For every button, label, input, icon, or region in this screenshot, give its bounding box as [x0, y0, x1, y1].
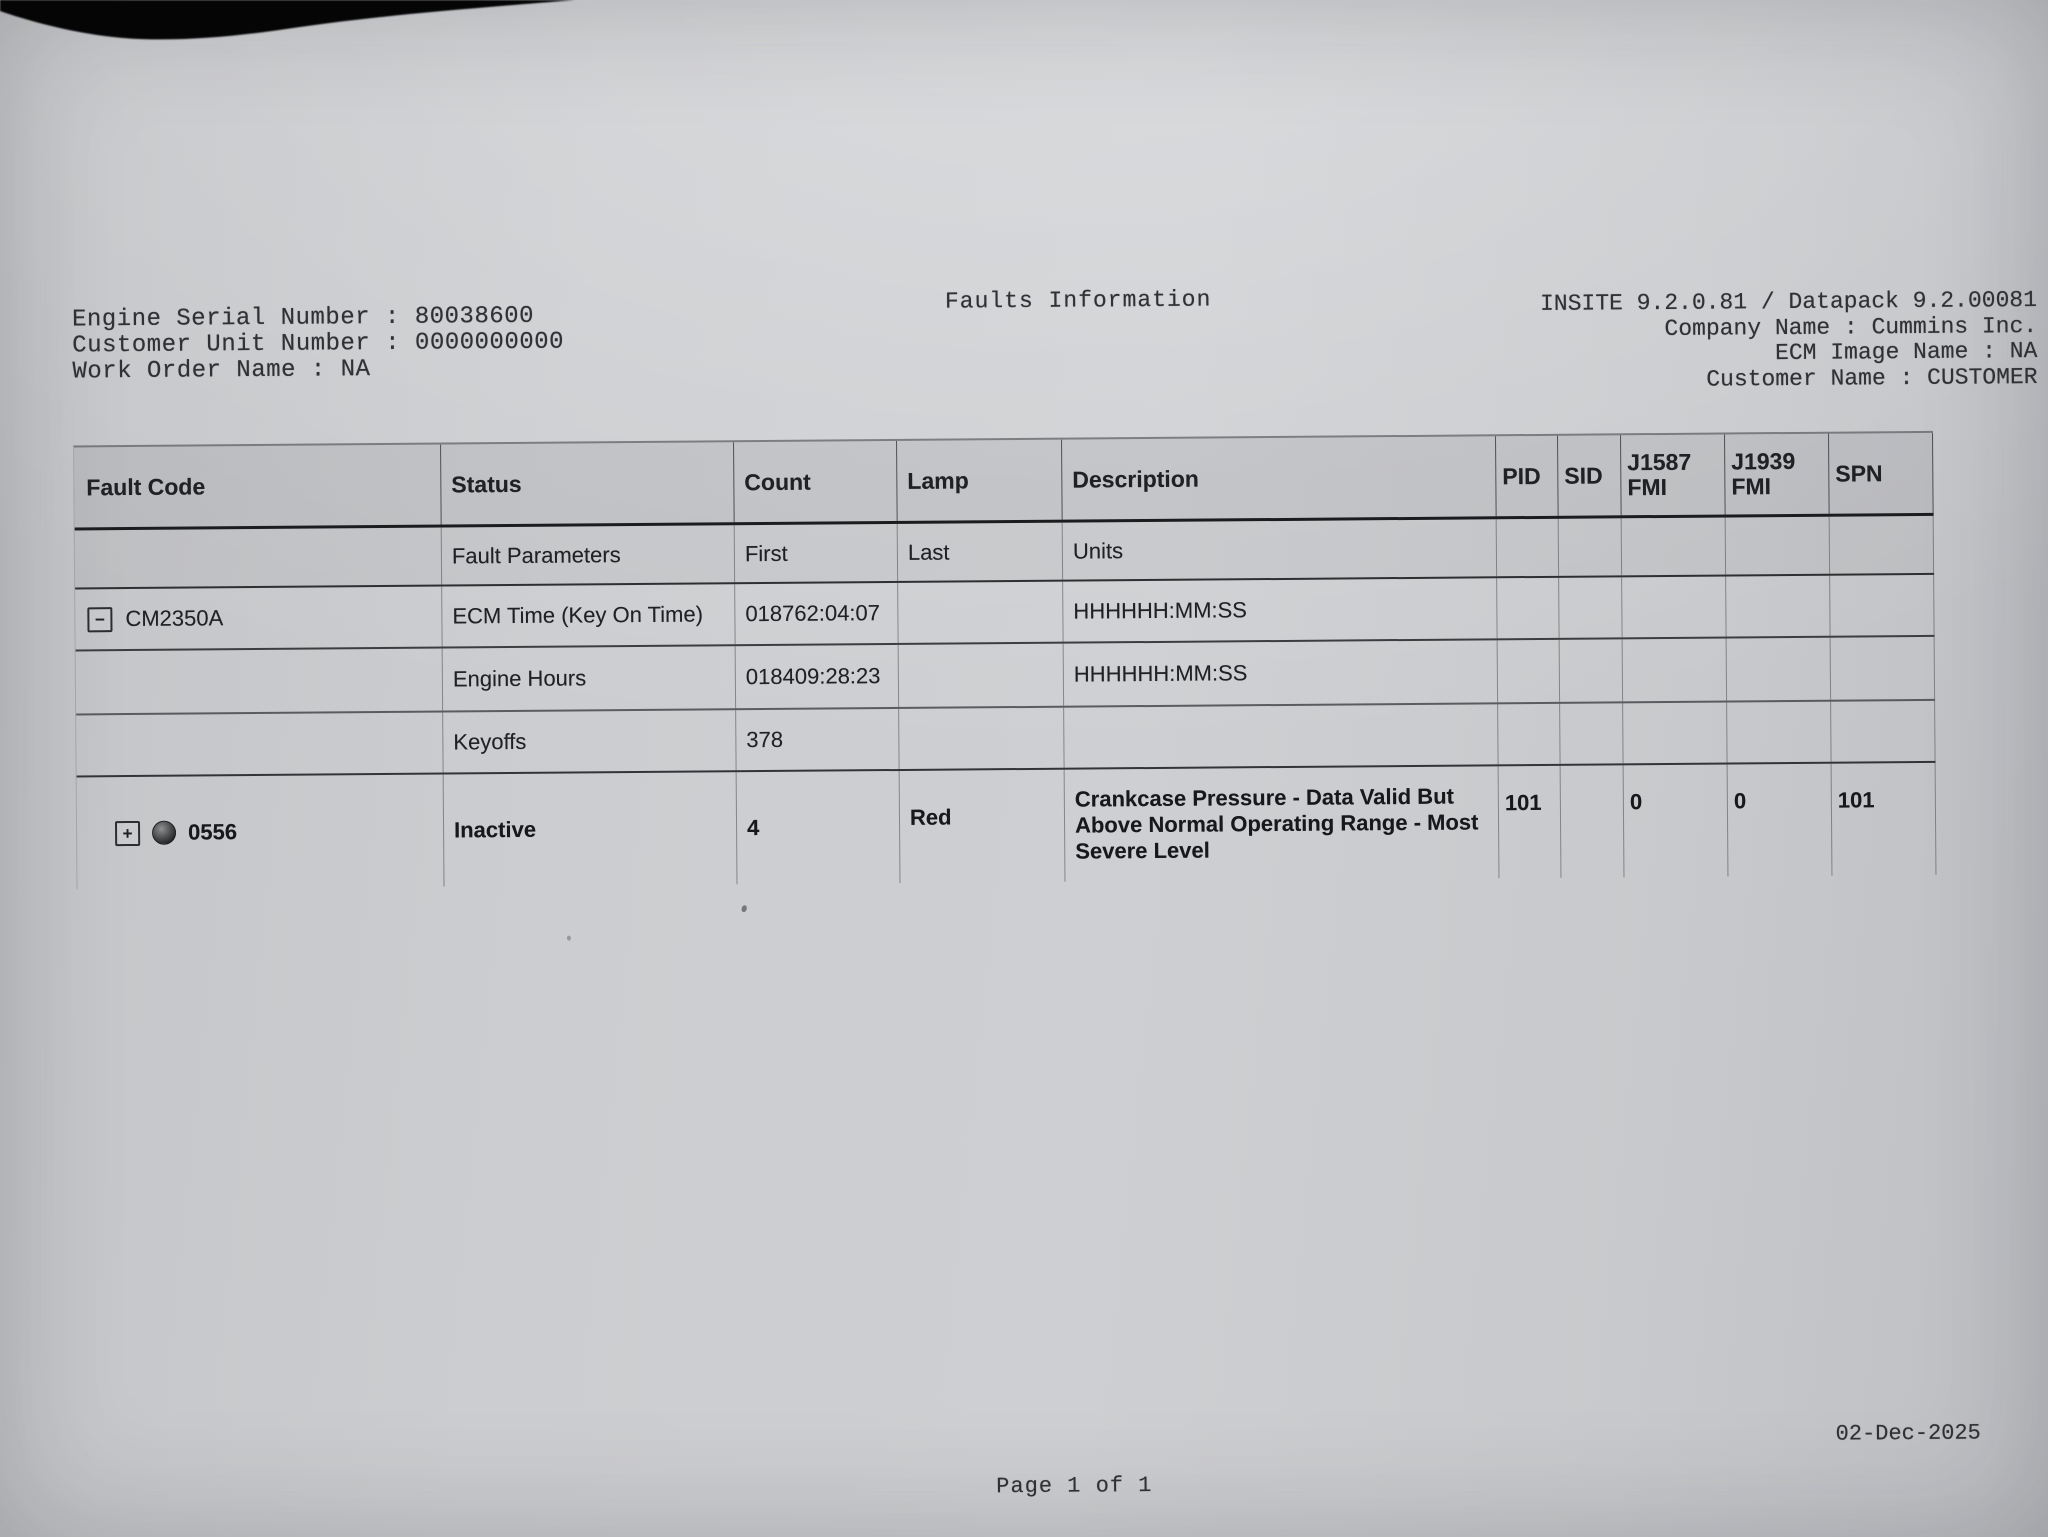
- fault-lamp-cell: Red: [900, 770, 1066, 883]
- subheader-last: Last: [898, 523, 1063, 581]
- parameter-first-cell: 018409:28:23: [736, 645, 899, 708]
- customer-unit-number-line: Customer Unit Number : 0000000000: [72, 328, 565, 360]
- parameter-name-cell: Keyoffs: [443, 710, 736, 772]
- header-j1587-fmi: J1587 FMI: [1621, 434, 1726, 515]
- parameter-units-cell: HHHHHH:MM:SS: [1063, 578, 1497, 641]
- fault-sid-cell: [1561, 765, 1625, 877]
- parameter-units-cell: HHHHHH:MM:SS: [1064, 640, 1498, 705]
- faults-table: [73, 431, 1936, 890]
- header-sid: SID: [1558, 435, 1622, 515]
- collapse-icon: −: [87, 607, 112, 632]
- header-lamp: Lamp: [897, 440, 1063, 521]
- paper-speck: [741, 905, 748, 913]
- subheader-empty: [75, 528, 442, 588]
- parameter-name-cell: ECM Time (Key On Time): [442, 584, 735, 646]
- work-order-name-line: Work Order Name : NA: [72, 356, 371, 386]
- customer-name-line: Customer Name : CUSTOMER: [1706, 363, 2038, 393]
- header-status: Status: [441, 442, 735, 524]
- engine-serial-number-line: Engine Serial Number : 80038600: [71, 302, 535, 334]
- ecm-image-name-line: ECM Image Name : NA: [1775, 338, 2038, 367]
- fault-row-0556: [77, 763, 1937, 890]
- fault-j1939-fmi-cell: 0: [1728, 764, 1833, 877]
- company-name-line: Company Name : Cummins Inc.: [1664, 312, 2038, 342]
- parameter-units-cell: [1064, 704, 1498, 767]
- subheader-fault-parameters: Fault Parameters: [442, 525, 735, 584]
- header-pid: PID: [1496, 436, 1559, 516]
- header-count: Count: [734, 441, 898, 522]
- parameter-name-cell: Engine Hours: [443, 646, 736, 710]
- table-header-row: [74, 433, 1934, 531]
- header-description: Description: [1062, 436, 1497, 519]
- report-title: Faults Information: [944, 286, 1212, 315]
- parameter-first-cell: 378: [736, 709, 899, 770]
- expand-icon: +: [115, 820, 140, 845]
- ecm-name-label: CM2350A: [125, 605, 224, 632]
- insite-version-line: INSITE 9.2.0.81 / Datapack 9.2.00081: [1539, 287, 2038, 317]
- fault-count-cell: 4: [737, 771, 901, 884]
- subheader-first: First: [735, 524, 898, 582]
- ecm-name-cell: [75, 587, 442, 650]
- fault-code-label: 0556: [187, 819, 238, 845]
- header-j1939-fmi: J1939 FMI: [1725, 434, 1830, 515]
- page-number: Page 1 of 1: [996, 1473, 1153, 1500]
- report-date: 02-Dec-2025: [1835, 1420, 1981, 1447]
- paper-speck: [567, 936, 571, 941]
- parameter-last-cell: [898, 582, 1063, 643]
- fault-pid-cell: 101: [1499, 766, 1562, 878]
- fault-spn-cell: 101: [1832, 763, 1937, 876]
- inactive-fault-icon: [152, 821, 176, 845]
- fault-j1587-fmi-cell: 0: [1624, 764, 1729, 877]
- header-fault-code: Fault Code: [74, 445, 442, 528]
- subheader-units: Units: [1063, 519, 1497, 579]
- fault-description-cell: Crankcase Pressure - Data Valid But Above Normal Operating Range - Most Severe Level: [1065, 766, 1500, 881]
- parameter-last-cell: [899, 708, 1064, 769]
- fault-status-cell: Inactive: [444, 772, 738, 886]
- fault-code-cell: [77, 775, 445, 890]
- header-spn: SPN: [1829, 433, 1934, 514]
- parameter-last-cell: [899, 644, 1064, 707]
- report-info-right: [1540, 288, 2038, 394]
- report-info-left: [72, 304, 564, 386]
- parameter-first-cell: 018762:04:07: [735, 583, 898, 644]
